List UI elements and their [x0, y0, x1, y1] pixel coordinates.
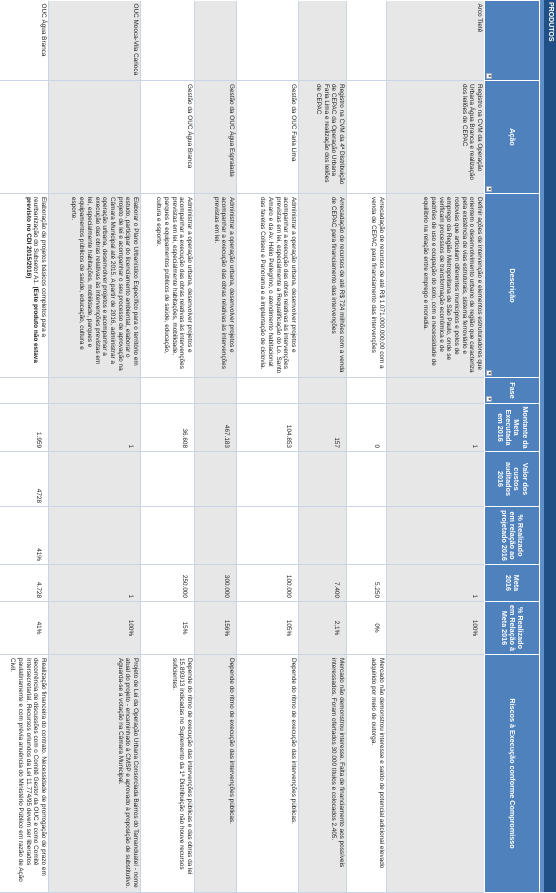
filter-dropdown-icon[interactable]: ▾ — [486, 74, 492, 78]
descricao-bold-note: (Este produto não estava previsto no CDI 2015/2016) — [24, 197, 40, 363]
cell-group — [299, 1, 347, 81]
cell-descricao: Administrar a operação urbana, desenvolver projetos e acompanhar a execução das obras relativas às intervenções previstas em lei, especialmente habitações, mobilidade, parques e equipamentos públicos de saúde, educação, cultura e esporte. — [141, 194, 195, 378]
cell-montante: 1.959 — [0, 404, 49, 452]
cell-montante: 1 — [387, 404, 485, 452]
cell-fase — [141, 378, 195, 404]
cell-meta: 7.400 — [299, 565, 347, 602]
cell-pct-projetado — [347, 507, 387, 565]
filter-dropdown-icon[interactable]: ▾ — [486, 397, 492, 401]
cell-descricao: Elaborar o Plano Urbanístico Específico para o território em estudo, participar do licenciamento ambiental, elaborar o projeto de lei e acompanhar o seu processo de aprovação na Câmara Municipal até 2015. A partir de 2016, administrar a operação urbana, desenvolver projetos e acompanhar a execução das obras relativas às intervenções previstas em lei, especialmente habitações, mobilidade, parques e equipamentos públicos de saúde, educação, cultura e esporte. — [49, 194, 141, 378]
cell-riscos: Realização financeira do contrato. Necessidade de prorrogação de prazo em decorrência de discussões com o Comitê Gestor da OUC e como Comitê Intersecretarial. Recursos oriundos da Lei 11.774/95 devem ser liberados paulatinamente e com prévia anuência do Ministério Público em razão de Ação Civil. — [0, 655, 49, 893]
cell-riscos: Depende do ritmo de execução das intervenções públicas. — [195, 655, 237, 893]
column-header-pct-projetado[interactable]: % Realizado em relação ao projetado 2016 — [485, 507, 540, 565]
cell-custos — [387, 452, 485, 507]
cell-custos — [347, 452, 387, 507]
cell-custos — [237, 452, 299, 507]
cell-meta: 1 — [49, 565, 141, 602]
cell-fase — [387, 378, 485, 404]
cell-pct-meta: 100% — [49, 602, 141, 655]
cell-montante: 104.853 — [237, 404, 299, 452]
table-row — [195, 1, 237, 893]
cell-riscos: Mercado não demonstrou interesse. Falta de financiamento aos possíveis interessados. Foram ofertados 30.000 títulos e colocados 2.405. — [299, 655, 347, 893]
table-row — [0, 1, 49, 893]
cell-custos — [299, 452, 347, 507]
cell-pct-projetado: 41% — [0, 507, 49, 565]
cell-group: OUC Água Branca — [0, 1, 49, 81]
cell-custos — [195, 452, 237, 507]
cell-pct-meta: 41% — [0, 602, 49, 655]
cell-montante: 1 — [49, 404, 141, 452]
cell-pct-projetado — [49, 507, 141, 565]
cell-montante: 0 — [347, 404, 387, 452]
cell-pct-projetado — [299, 507, 347, 565]
table-row — [49, 1, 141, 893]
cell-riscos — [387, 655, 485, 893]
cell-acao — [347, 81, 387, 194]
header-row — [485, 1, 540, 893]
cell-riscos: Mercado não demonstrou interesse e saldo de potencial adicional elevado adquirido por meio de outorga. — [347, 655, 387, 893]
cell-pct-meta: 0% — [347, 602, 387, 655]
cell-meta: 5.250 — [347, 565, 387, 602]
column-header-pct-meta[interactable]: % Realizado em Relação à Meta 2016 — [485, 602, 540, 655]
cell-pct-meta: 156% — [195, 602, 237, 655]
column-header-riscos[interactable]: Riscos à Execução conforme Compromisso — [485, 655, 540, 893]
table-row — [299, 1, 347, 893]
column-header-group[interactable] — [485, 1, 540, 81]
cell-pct-projetado — [387, 507, 485, 565]
cell-pct-projetado — [141, 507, 195, 565]
cell-group — [347, 1, 387, 81]
cell-group: Arco Tietê — [387, 1, 485, 81]
cell-acao: Gestão da OUC Água Espraiada — [195, 81, 237, 194]
cell-descricao: Definir ações de intervenção e elementos estruturadores que orientem o desenvolvimento urbano de região que caracteriza pela existência de vias estruturais, sistema ferroviário e rodovias que articulam diferentes municípios e polos de emprego da Região Metropolitana de São Paulo, onde se verificam processos de transformação econômica e de padrões de uso e ocupação do solo, com a necessidade de equilíbrio na relação entre emprego e moradia. — [387, 194, 485, 378]
cell-fase — [0, 378, 49, 404]
filter-dropdown-icon[interactable]: ▾ — [486, 371, 492, 375]
table-row — [347, 1, 387, 893]
cell-descricao — [0, 194, 49, 378]
cell-meta: 1 — [387, 565, 485, 602]
cell-descricao: Arrecadação de recursos de até R$ 1.071.000.000,00 com a venda de CEPAC para financiamento das intervenções — [347, 194, 387, 378]
cell-acao — [0, 81, 49, 194]
filter-dropdown-icon[interactable]: ▾ — [486, 187, 492, 191]
cell-pct-meta: 2,1% — [299, 602, 347, 655]
cell-acao: Gestão da OUC Água Branca — [141, 81, 195, 194]
column-header-fase[interactable]: Fase ▾ — [485, 378, 540, 404]
cell-pct-projetado — [195, 507, 237, 565]
cell-group — [237, 1, 299, 81]
cell-acao — [49, 81, 141, 194]
cell-meta: 4.728 — [0, 565, 49, 602]
table-row — [141, 1, 195, 893]
cell-meta: 100.000 — [237, 565, 299, 602]
cell-meta: 250.000 — [141, 565, 195, 602]
cell-descricao: Administrar a operação urbana, desenvolver projetos e acompanhar a execução das obras relativas às intervenções previstas em lei. — [195, 194, 237, 378]
cell-montante: 36.608 — [141, 404, 195, 452]
cell-acao: Registro na CVM da 4ª Distribuição de CEPAC da Operação Urbana Faria Lima e realização dos leilões de CEPAC — [299, 81, 347, 194]
cell-fase — [299, 378, 347, 404]
cell-pct-meta: 100% — [387, 602, 485, 655]
cell-riscos: Depende do ritmo de execução das intervenções públicas e das obras da lei 15.893/13 indicadas no Suplemento da 1ª Distribuição não houve recursos suficientes. — [141, 655, 195, 893]
cell-montante: 467.183 — [195, 404, 237, 452]
cell-pct-meta: 105% — [237, 602, 299, 655]
cell-custos — [141, 452, 195, 507]
cell-group: OUC Mooca-Vila Carioca — [49, 1, 141, 81]
cell-fase — [347, 378, 387, 404]
cell-acao: Registro na CVM da Operação Urbana Água Branca e realização dos leilões de CEPAC — [387, 81, 485, 194]
cell-group — [141, 1, 195, 81]
column-header-montante[interactable]: Montante da Meta Executada em 2016 — [485, 404, 540, 452]
cell-fase — [195, 378, 237, 404]
column-header-acao[interactable]: Ação ▾ — [485, 81, 540, 194]
column-header-custos[interactable]: Valor dos custos auditados 2016 — [485, 452, 540, 507]
cell-pct-projetado — [237, 507, 299, 565]
cell-fase — [237, 378, 299, 404]
cell-meta: 300.000 — [195, 565, 237, 602]
title-accent-bar — [540, 0, 544, 892]
cell-riscos: Depende do ritmo de execução das intervenções públicas. — [237, 655, 299, 893]
cell-custos: 4728 — [0, 452, 49, 507]
table-row — [387, 1, 485, 893]
cell-group — [195, 1, 237, 81]
cell-montante: 157 — [299, 404, 347, 452]
cell-riscos: Projeto de Lei da Operação Urbana Consorciada Bairros do Tamanduateí - nome atual do projeto - encaminhado à CMSP e aprovado à proposição de substitutivo. Aguarda-se a votação na Câmara Municipal. — [49, 655, 141, 893]
column-header-descricao[interactable]: Descrição ▾ — [485, 194, 540, 378]
cell-fase — [49, 378, 141, 404]
cell-pct-meta: 15% — [141, 602, 195, 655]
column-header-meta[interactable]: Meta 2016 — [485, 565, 540, 602]
table-row — [237, 1, 299, 893]
sheet-title: PRODUTOS — [544, 0, 556, 892]
cell-descricao: Arrecadação de recursos de até R$ 724 milhões com a venda de CEPAC para financiamento das intervenções — [299, 194, 347, 378]
cell-custos — [49, 452, 141, 507]
cell-descricao: Administrar a operação urbana, desenvolver projetos e acompanhar a execução das obras relativas às intervenções previstas em lei, especialmente a Requalificação do Lo. Santo Amaro e da Av. Hélio Pellegrino, o atendimento habitacional das favelas Coliseu e Panorama e a implantação de ciclovia. — [237, 194, 299, 378]
descricao-text: Elaboração de projetos básicos completos para a reurbanização do Subsetor A1. — [32, 197, 47, 337]
cell-acao: Gestão da OUC Faria Lima — [237, 81, 299, 194]
